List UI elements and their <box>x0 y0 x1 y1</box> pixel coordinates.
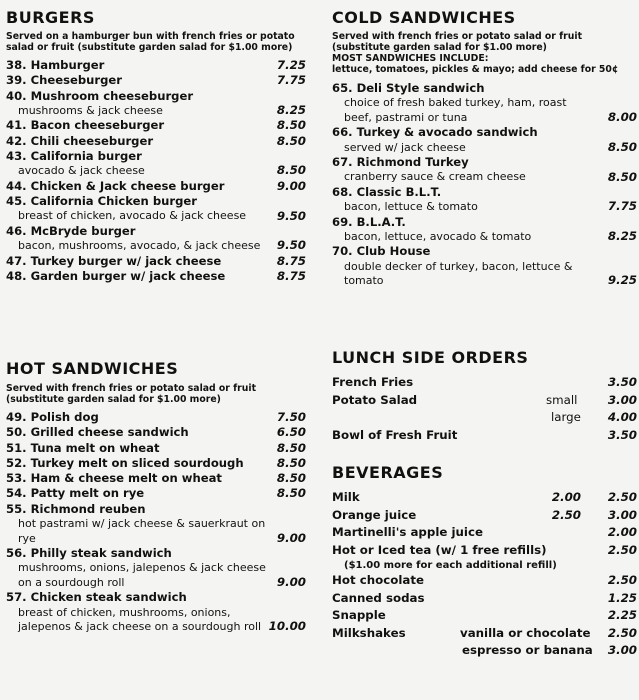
beverage-row <box>332 572 637 590</box>
burger-item-price: 9.50 <box>276 238 306 253</box>
beverage-price: 2.50 <box>607 573 637 587</box>
cold-sandwich-item-name: 65. Deli Style sandwich <box>332 81 485 95</box>
burger-item-description: mushrooms & jack cheese <box>18 103 163 117</box>
burger-item <box>6 134 306 149</box>
beverage-small-price: 2.50 <box>551 507 581 522</box>
side-fruit <box>332 427 637 445</box>
hot-sandwich-item-name: 50. Grilled cheese sandwich <box>6 425 189 440</box>
bev-shake1-price: 2.50 <box>607 625 637 640</box>
side-fruit-name: Bowl of Fresh Fruit <box>332 427 458 442</box>
burger-item-name: 48. Garden burger w/ jack cheese <box>6 268 226 283</box>
beverage-price: 2.50 <box>607 542 637 557</box>
cold-include-label: MOST SANDWICHES INCLUDE: <box>332 53 489 64</box>
cold-sandwich-item <box>332 244 637 288</box>
burger-item-name: 42. Chili cheeseburger <box>6 133 154 148</box>
side-fruit-price: 3.50 <box>607 427 637 442</box>
cold-sandwich-item-price: 8.00 <box>607 110 637 124</box>
hot-sandwich-item <box>6 502 306 546</box>
burger-item-description: breast of chicken, avocado & jack cheese <box>18 209 247 223</box>
hot-sandwich-item-price: 7.50 <box>276 410 306 424</box>
side-french-fries-price: 3.50 <box>607 375 637 389</box>
beverage-price: 2.50 <box>607 490 637 504</box>
hot-sandwiches-section <box>6 359 306 635</box>
burgers-title: BURGERS <box>6 8 95 27</box>
side-potato-small-label: small <box>546 392 578 407</box>
cold-sandwich-item-name: 66. Turkey & avocado sandwich <box>332 125 538 140</box>
burger-item-name: 43. California burger <box>6 148 142 163</box>
cold-sandwiches-description: Served with french fries or potato salad or fruit (substitute garden salad for $1.00 more) <box>332 31 583 53</box>
beverage-row <box>332 489 637 507</box>
side-potato-large-price: 4.00 <box>607 410 637 424</box>
hot-sandwich-item <box>6 425 306 440</box>
cold-sandwiches-title: COLD SANDWICHES <box>332 8 516 27</box>
burger-item-price: 8.25 <box>276 103 306 118</box>
beverages-section <box>332 463 637 660</box>
burger-item-price: 7.75 <box>276 73 306 88</box>
side-potato-small-price: 3.00 <box>607 392 637 407</box>
cold-sandwich-item-price: 8.50 <box>607 139 637 154</box>
beverage-name: Hot or Iced tea (w/ 1 free refills) <box>332 542 547 557</box>
burger-item-name: 38. Hamburger <box>6 58 105 72</box>
cold-sandwiches-section <box>332 8 637 289</box>
burger-item <box>6 254 306 269</box>
beverage-name: Martinelli's apple juice <box>332 525 483 539</box>
hot-sandwich-item-description: hot pastrami w/ jack cheese & sauerkraut on rye <box>18 517 266 545</box>
beverage-name: Milk <box>332 490 360 504</box>
hot-sandwich-item-price: 9.00 <box>276 530 306 545</box>
burger-item-price: 8.50 <box>276 163 306 178</box>
cold-sandwich-item <box>332 81 637 125</box>
bev-shake2-label: espresso or banana <box>462 643 593 657</box>
burger-item-price: 7.25 <box>276 58 306 72</box>
burger-item-price: 8.50 <box>276 133 306 148</box>
burgers-section <box>6 8 306 284</box>
burger-item <box>6 118 306 133</box>
burger-item <box>6 269 306 284</box>
cold-sandwich-item-price: 7.75 <box>607 199 637 214</box>
hot-sandwich-item-price: 8.50 <box>276 440 306 455</box>
burger-item-price: 9.50 <box>276 208 306 223</box>
beverage-price: 3.00 <box>607 507 637 522</box>
side-french-fries-name: French Fries <box>332 375 414 389</box>
cold-sandwich-item-description: choice of fresh baked turkey, ham, roast beef, pastrami or tuna <box>344 96 567 124</box>
hot-sandwiches-title: HOT SANDWICHES <box>6 359 179 378</box>
hot-sandwich-item <box>6 471 306 486</box>
beverage-name: Hot chocolate <box>332 573 424 587</box>
side-potato-salad-name: Potato Salad <box>332 392 418 407</box>
cold-sandwich-item <box>332 215 637 245</box>
burger-item <box>6 149 306 179</box>
cold-sandwich-item <box>332 155 637 185</box>
hot-sandwich-item-price: 8.50 <box>276 471 306 486</box>
hot-sandwich-item-price: 8.50 <box>276 486 306 501</box>
cold-sandwich-item-price: 9.25 <box>607 273 637 288</box>
burger-item <box>6 224 306 254</box>
cold-sandwich-item-name: 69. B.L.A.T. <box>332 214 406 229</box>
hot-sandwich-item-name: 55. Richmond reuben <box>6 501 146 516</box>
burger-item-name: 47. Turkey burger w/ jack cheese <box>6 253 222 268</box>
side-orders-title: LUNCH SIDE ORDERS <box>332 348 529 367</box>
cold-sandwich-item-name: 67. Richmond Turkey <box>332 155 469 170</box>
burger-item-price: 8.50 <box>276 118 306 133</box>
hot-sandwich-item-description: mushrooms, onions, jalepenos & jack cheese on a sourdough roll <box>18 561 266 589</box>
burger-item <box>6 89 306 119</box>
cold-sandwich-item-price: 8.25 <box>607 229 637 244</box>
burgers-list <box>6 58 306 284</box>
beverages-title: BEVERAGES <box>332 463 444 482</box>
burger-item-name: 39. Cheeseburger <box>6 73 122 88</box>
hot-sandwiches-list <box>6 410 306 635</box>
burger-item-name: 46. McBryde burger <box>6 223 136 238</box>
beverage-row <box>332 524 637 542</box>
hot-sandwich-item-price: 9.00 <box>276 575 306 590</box>
beverage-name: Orange juice <box>332 507 417 522</box>
burger-item-description: avocado & jack cheese <box>18 164 145 178</box>
side-potato-salad-large <box>332 409 637 427</box>
burger-item-name: 40. Mushroom cheeseburger <box>6 88 194 103</box>
hot-sandwich-item <box>6 456 306 471</box>
cold-include-text: lettuce, tomatoes, pickles & mayo; add cheese for 50¢ <box>332 64 619 75</box>
cold-sandwich-item <box>332 185 637 215</box>
hot-sandwich-item-name: 57. Chicken steak sandwich <box>6 590 187 605</box>
side-orders-section <box>332 348 637 444</box>
bev-milkshakes <box>332 625 637 643</box>
hot-sandwich-item-name: 56. Philly steak sandwich <box>6 546 172 561</box>
cold-sandwich-item-description: bacon, lettuce & tomato <box>344 200 478 214</box>
cold-sandwich-item-description: served w/ jack cheese <box>344 140 466 154</box>
cold-sandwich-item-description: bacon, lettuce, avocado & tomato <box>344 229 532 243</box>
cold-sandwich-item-description: double decker of turkey, bacon, lettuce & tomato <box>344 259 573 288</box>
bev-shake2-price: 3.00 <box>607 643 637 657</box>
cold-sandwich-item-price: 8.50 <box>607 169 637 184</box>
beverage-row <box>332 590 637 608</box>
beverage-row <box>332 542 637 560</box>
hot-sandwich-item <box>6 546 306 590</box>
hot-sandwich-item-price: 6.50 <box>276 425 306 440</box>
cold-sandwich-item-name: 70. Club House <box>332 244 431 259</box>
burger-item-name: 41. Bacon cheeseburger <box>6 118 165 133</box>
beverage-row <box>332 607 637 625</box>
burger-item-name: 45. California Chicken burger <box>6 194 197 209</box>
hot-sandwich-item <box>6 486 306 501</box>
beverages-list-2 <box>332 572 637 625</box>
beverage-name: Canned sodas <box>332 590 425 605</box>
burger-item-description: bacon, mushrooms, avocado, & jack cheese <box>18 239 261 253</box>
side-french-fries <box>332 374 637 392</box>
burger-item <box>6 58 306 73</box>
hot-sandwich-item-name: 52. Turkey melt on sliced sourdough <box>6 455 244 470</box>
bev-milkshakes-name: Milkshakes <box>332 625 406 640</box>
burger-item <box>6 194 306 224</box>
hot-sandwich-item <box>6 410 306 425</box>
cold-sandwich-item <box>332 125 637 155</box>
side-potato-large-label: large <box>551 410 581 424</box>
hot-sandwich-item-name: 54. Patty melt on rye <box>6 486 145 501</box>
side-potato-salad <box>332 392 637 410</box>
beverage-name: Snapple <box>332 608 386 622</box>
hot-sandwich-item-name: 49. Polish dog <box>6 410 99 424</box>
cold-sandwich-item-name: 68. Classic B.L.T. <box>332 184 442 199</box>
hot-sandwich-item-description: breast of chicken, mushrooms, onions, jalepenos & jack cheese on a sourdough roll <box>18 605 262 634</box>
burger-item <box>6 179 306 194</box>
hot-sandwich-item-price: 10.00 <box>268 619 306 634</box>
hot-sandwich-item <box>6 441 306 456</box>
hot-sandwich-item-name: 51. Tuna melt on wheat <box>6 440 160 455</box>
burger-item-price: 8.75 <box>276 268 306 283</box>
burger-item <box>6 73 306 88</box>
beverage-row <box>332 507 637 525</box>
hot-sandwich-item-price: 8.50 <box>276 455 306 470</box>
bev-milkshakes-2 <box>332 642 637 660</box>
burger-item-name: 44. Chicken & Jack cheese burger <box>6 178 225 193</box>
burger-item-price: 9.00 <box>276 178 306 193</box>
hot-sandwiches-description: Served with french fries or potato salad or fruit (substitute garden salad for $1.00 more) <box>6 383 257 405</box>
beverage-small-price: 2.00 <box>551 490 581 504</box>
hot-sandwich-item <box>6 590 306 634</box>
beverages-list <box>332 489 637 559</box>
burger-item-price: 8.75 <box>276 253 306 268</box>
beverage-price: 1.25 <box>607 590 637 605</box>
burgers-description: Served on a hamburger bun with french fries or potato salad or fruit (substitute garden salad for $1.00 more) <box>6 31 295 53</box>
bev-shake1-label: vanilla or chocolate <box>460 625 591 640</box>
beverage-price: 2.00 <box>607 525 637 539</box>
beverage-price: 2.25 <box>607 608 637 622</box>
cold-sandwiches-list <box>332 81 637 289</box>
hot-sandwich-item-name: 53. Ham & cheese melt on wheat <box>6 471 222 486</box>
cold-sandwich-item-description: cranberry sauce & cream cheese <box>344 170 526 184</box>
tea-refill-note: ($1.00 more for each additional refill) <box>344 560 557 571</box>
